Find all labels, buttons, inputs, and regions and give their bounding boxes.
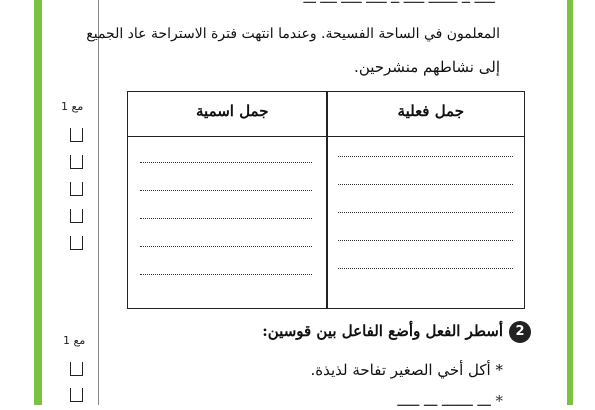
right-white-strip (573, 0, 595, 405)
answer-line[interactable] (140, 246, 312, 247)
paragraph-line-1: المعلمون في الساحة الفسيحة. وعندما انتهت فترة الاستراحة عاد الجميع (86, 26, 500, 42)
check-box[interactable] (70, 182, 83, 196)
table-column-divider (326, 92, 328, 308)
left-white-strip (0, 0, 34, 405)
exercise-2-instruction: أسطر الفعل وأضع الفاعل بين قوسين: (262, 322, 503, 340)
answer-line[interactable] (338, 268, 513, 269)
answer-line[interactable] (140, 274, 312, 275)
margin-rule (98, 0, 99, 405)
margin-mark-1: مع 1 (61, 100, 84, 113)
check-box[interactable] (70, 236, 83, 250)
header-nominal-sentences: جمل اسمية (196, 102, 269, 120)
answer-line[interactable] (140, 190, 312, 191)
header-verbal-sentences: جمل فعلية (397, 102, 464, 120)
answer-line[interactable] (338, 184, 513, 185)
answer-line[interactable] (338, 240, 513, 241)
check-box[interactable] (70, 128, 83, 142)
check-box[interactable] (70, 388, 83, 402)
exercise-2-sentence-1: * أكل أخي الصغير تفاحة لذيذة. (310, 361, 503, 379)
check-box[interactable] (70, 155, 83, 169)
answer-line[interactable] (140, 218, 312, 219)
check-box[interactable] (70, 362, 83, 376)
cropped-bottom-line: * ـــ ـــــــ ـــ ـــــ (397, 392, 503, 410)
sentence-table (127, 91, 525, 309)
answer-line[interactable] (338, 212, 513, 213)
margin-mark-2: مع 1 (63, 334, 86, 347)
paragraph-line-2: إلى نشاطهم منشرحين. (354, 58, 500, 76)
check-box[interactable] (70, 209, 83, 223)
exercise-number-badge: 2 (509, 321, 531, 343)
cropped-top-line (304, 0, 495, 7)
answer-line[interactable] (338, 156, 513, 157)
answer-line[interactable] (140, 162, 312, 163)
